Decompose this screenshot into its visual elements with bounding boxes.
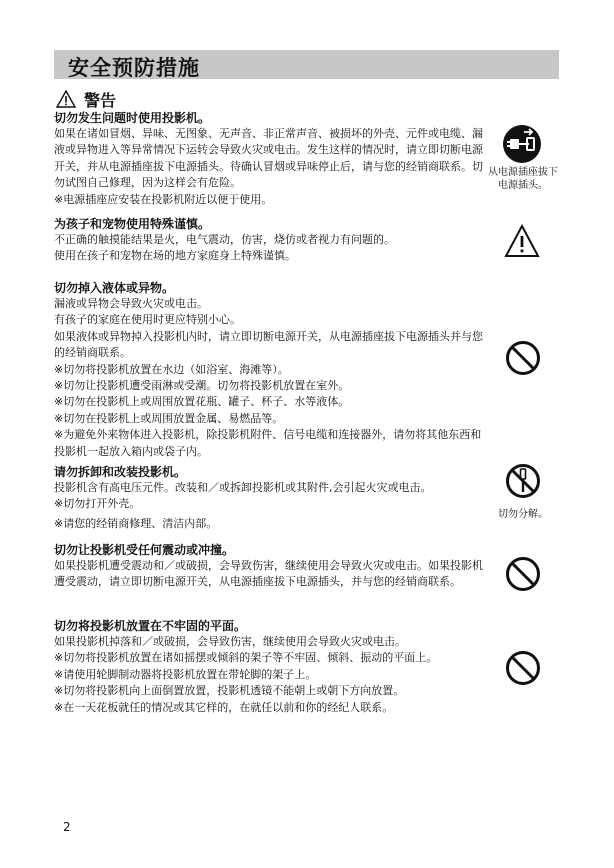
section-heading: 请勿拆卸和改装投影机。 bbox=[54, 465, 187, 479]
section-note: ※为避免外来物体进入投影机，除投影机附件、信号电缆和连接器外，请勿将其他东西和投影机一起放入箱内或袋子内。 bbox=[54, 428, 482, 458]
section-heading: 切勿让投影机受任何震动或冲撞。 bbox=[54, 543, 235, 557]
section-text: 投影机含有高电压元件。改装和／或拆卸投影机或其附件,会引起火灾或电击。 bbox=[54, 481, 432, 494]
section-note: ※在一天花板就任的情况或其它样的，在就任以前和你的经纪人联系。 bbox=[54, 700, 394, 714]
section-heading: 切勿发生问题时使用投影机。 bbox=[54, 111, 211, 125]
section-text: 如果投影机掉落和／或破损，会导致伤害，继续使用会导致火灾或电击。 bbox=[54, 635, 406, 648]
warning-heading bbox=[56, 88, 116, 110]
section-text: 有孩子的家庭在使用时更应特别小心。 bbox=[54, 313, 241, 327]
prohibited-icon bbox=[505, 650, 541, 686]
section-note: ※电源插座应安装在投影机附近以便于使用。 bbox=[54, 192, 273, 206]
page-number: 2 bbox=[63, 820, 71, 834]
unplug-icon bbox=[502, 124, 542, 164]
section-note: ※切勿让投影机遭受雨淋或受潮。切勿将投影机放置在室外。 bbox=[54, 379, 350, 393]
warning-triangle-icon bbox=[56, 90, 76, 108]
section-text: 如果在诸如冒烟、异味、无图象、无声音、非正常声音、被损坏的外壳、元件或电缆、漏液或异物进入等异常情况下运转会导致火灾或电击。发生这样的情况时，请立即切断电源开关，并从电源插座拔下电源插头。待确认冒烟或异味停止后，请与您的经销商联系。切勿试图自己修理，因为这样会有危险。 bbox=[54, 127, 483, 190]
unplug-caption: 从电源插座拔下电源插头。 bbox=[488, 167, 558, 191]
section-disassemble bbox=[54, 464, 492, 532]
section-text: 如果投影机遭受震动和／或破损，会导致伤害，继续使用会导致火灾或电击。如果投影机遭受震动，请立即切断电源开关，从电源插座拔下电源插头，并与您的经销商联系。 bbox=[54, 559, 483, 589]
section-note: ※切勿在投影机上或周围放置金属、易燃品等。 bbox=[54, 411, 284, 425]
no-disassemble-caption: 切勿分解。 bbox=[498, 509, 548, 520]
title-bar bbox=[54, 50, 559, 79]
section-note: ※切勿将投影机放置在诸如摇摆或倾斜的架子等不牢固、倾斜、振动的平面上。 bbox=[54, 651, 438, 665]
section-note: ※请使用轮脚制动器将投影机放置在带轮脚的架子上。 bbox=[54, 667, 317, 681]
section-heading: 切勿将投影机放置在不牢固的平面。 bbox=[54, 619, 247, 633]
section-unstable-surface bbox=[54, 618, 492, 716]
section-malfunction bbox=[54, 110, 492, 208]
prohibited-icon bbox=[505, 340, 541, 376]
section-text: 不正确的触摸能结果是火，电气震动，仿害，烧仿或者视力有问题的。 bbox=[54, 233, 395, 246]
section-heading: 为孩子和宠物使用特殊谨慎。 bbox=[54, 217, 211, 231]
section-text: 如果液体或异物掉入投影机内时，请立即切断电源开关，从电源插座拔下电源插头并与您的经销商联系。 bbox=[54, 329, 483, 360]
section-note: ※请您的经销商修理、清洁内部。 bbox=[54, 516, 218, 530]
prohibited-icon bbox=[505, 556, 541, 592]
warning-heading-text: 警告 bbox=[84, 90, 117, 110]
no-disassemble-icon bbox=[505, 463, 541, 499]
section-shock bbox=[54, 542, 492, 591]
page-title: 安全预防措施 bbox=[68, 56, 200, 80]
section-text: 漏液或异物会导致火灾或电击。 bbox=[54, 297, 208, 310]
section-note: ※切勿在投影机上或周围放置花瓶、罐子、杯子、水等液体。 bbox=[54, 395, 350, 409]
section-note: ※切勿将投影机向上面倒置放置，投影机透镜不能朝上或朝下方向放置。 bbox=[54, 684, 405, 698]
section-children-pets bbox=[54, 216, 492, 265]
section-text: 使用在孩子和宠物在场的地方家庭身上特殊谨慎。 bbox=[54, 249, 296, 263]
caution-triangle-icon bbox=[504, 224, 540, 258]
section-liquids bbox=[54, 280, 492, 460]
section-note: ※切勿打开外壳。 bbox=[54, 497, 141, 511]
section-heading: 切勿掉入液体或异物。 bbox=[54, 281, 175, 295]
section-note: ※切勿将投影机放置在水边（如浴室、海滩等）。 bbox=[54, 362, 289, 376]
